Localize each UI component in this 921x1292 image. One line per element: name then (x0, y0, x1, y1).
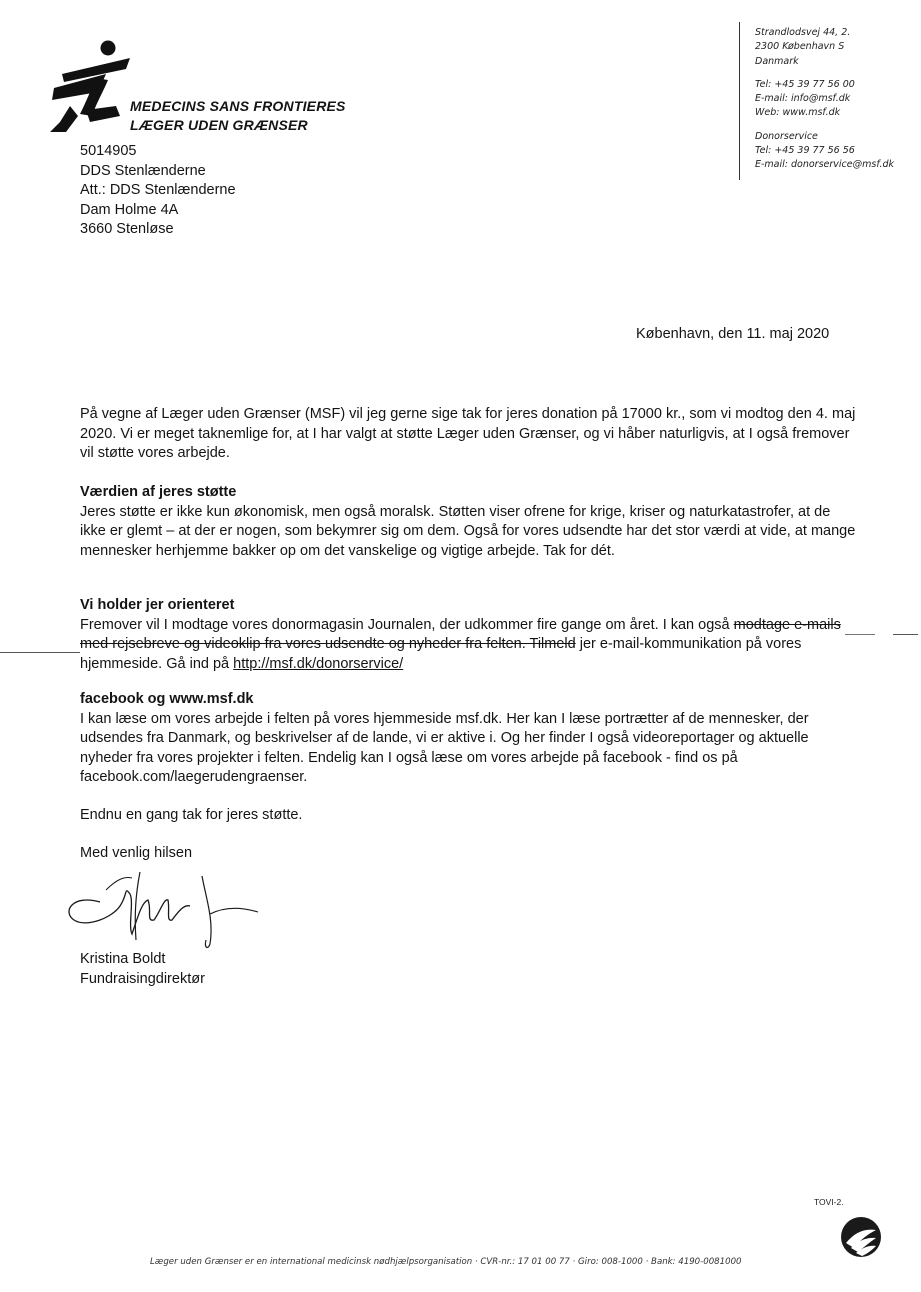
section-heading: Vi holder jer orienteret (80, 597, 235, 613)
scan-artifact-line (845, 634, 875, 635)
sender-address-line: 2300 København S (755, 41, 845, 53)
section-text: Jeres støtte er ikke kun økonomisk, men også moralsk. Støtten viser ofrene for krige, kriser og naturkatastrofer, at de ikke er glemt – at der er nogen, som bekymrer sig om dem. Også for vores udsendte har det stor værdi at vide, at mange mennesker herhjemme bakker op om det vanskelige og vigtige arbejde. Tak for dét. (80, 503, 856, 559)
signer-name: Kristina Boldt (80, 951, 166, 967)
handwritten-signature (60, 862, 270, 952)
sender-address-line: Strandlodsvej 44, 2. (755, 27, 851, 38)
section-facebook (80, 690, 860, 788)
donor-service-label: Donorservice (755, 130, 818, 142)
footer-text: Læger uden Grænser er en international medicinsk nødhjælpsorganisation · CVR-nr.: 17 01 00 77 · Giro: 008-1000 · Bank: 4190-0081000 (150, 1257, 742, 1267)
section-value-of-support (80, 483, 860, 561)
sender-divider (739, 22, 740, 180)
donor-service-phone: Tel: +45 39 77 56 56 (755, 145, 855, 157)
thanks-paragraph: Endnu en gang tak for jeres støtte. (80, 807, 303, 823)
section-heading: facebook og www.msf.dk (80, 691, 254, 707)
section-keep-informed (80, 596, 860, 674)
swan-ecolabel-icon (836, 1212, 886, 1268)
struck-text: modtage e-mails med rejsebreve og videoklip fra vores udsendte og nyheder fra felten. Tilmeld (80, 616, 841, 653)
running-man-icon (46, 36, 130, 136)
recipient-city: 3660 Stenløse (80, 221, 174, 238)
signer-title: Fundraisingdirektør (80, 970, 205, 987)
section-text: I kan læse om vores arbejde i felten på vores hjemmeside msf.dk. Her kan I læse portrætter af de mennesker, der udsendes fra Danmark, og beskrivelser af de lande, vi er aktive i. Og her finder I også videoreportager og aktuelle nyheder fra vores projekter i felten. Endelig kan I også læse om vores arbejde på facebook - find os på facebook.com/laegerudengraenser. (80, 710, 809, 786)
intro-paragraph: På vegne af Læger uden Grænser (MSF) vil jeg gerne sige tak for jeres donation på 17000 kr., som vi modtog den 4. maj 2020. Vi er meget taknemlige for, at I har valgt at støtte Læger uden Grænser, og vi håber naturligvis, at I også fremover vil støtte vores arbejde. (80, 406, 856, 462)
recipient-address (80, 142, 236, 240)
letter-date: København, den 11. maj 2020 (636, 326, 830, 342)
recipient-name: DDS Stenlænderne (80, 162, 206, 179)
sender-info (755, 26, 894, 173)
msf-logo (46, 36, 376, 136)
recipient-street: Dam Holme 4A (80, 201, 179, 218)
logo-text-line2: LÆGER UDEN GRÆNSER (130, 117, 308, 133)
recipient-id: 5014905 (80, 143, 137, 159)
section-text (80, 616, 860, 675)
section-text-part: Fremover vil I modtage vores donormagasin Journalen, der udkommer fire gange om året. I kan også (80, 616, 734, 633)
sender-email: E-mail: info@msf.dk (755, 93, 851, 105)
sender-web: Web: www.msf.dk (755, 107, 841, 119)
recipient-attention: Att.: DDS Stenlænderne (80, 182, 236, 199)
sender-phone: Tel: +45 39 77 56 00 (755, 78, 855, 90)
donor-service-email: E-mail: donorservice@msf.dk (755, 159, 895, 171)
section-text-part: jer e-mail-kommunikation på vores hjemmeside. Gå ind på (80, 636, 802, 672)
ecolabel-code: TOVI-2. (814, 1197, 844, 1207)
sender-address-line: Danmark (755, 55, 799, 67)
donorservice-link[interactable]: http://msf.dk/donorservice/ (233, 655, 404, 672)
section-heading: Værdien af jeres støtte (80, 484, 237, 500)
logo-text-line1: MEDECINS SANS FRONTIERES (130, 98, 346, 114)
scan-artifact-line (893, 634, 918, 635)
closing-greeting: Med venlig hilsen (80, 845, 193, 861)
scan-artifact-line (0, 652, 80, 653)
signer-block (80, 950, 860, 989)
